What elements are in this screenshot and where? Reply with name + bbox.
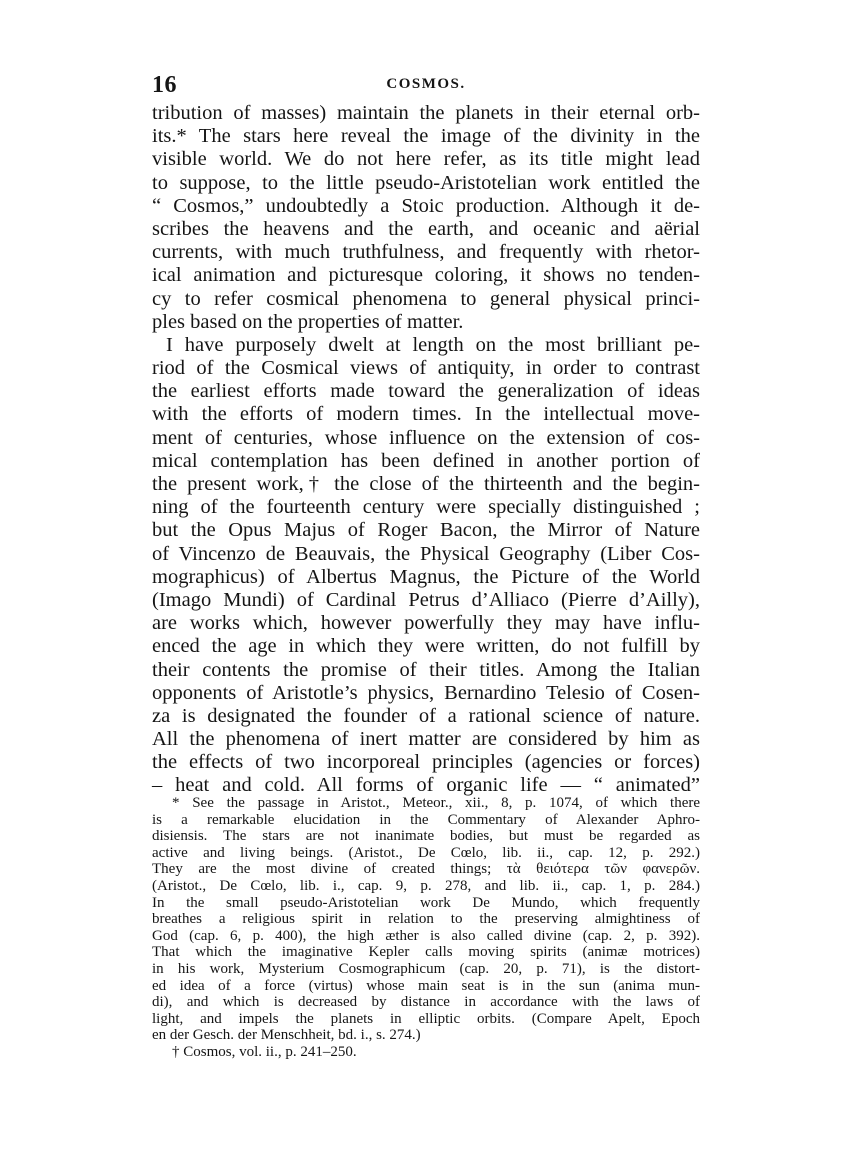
- text-line: ples based on the properties of matter.: [152, 310, 464, 333]
- text-line: (Imago Mundi) of Cardinal Petrus d’Alliaco (Pierre d’Ailly),: [152, 588, 700, 611]
- footnote-line: ed idea of a force (virtus) whose main seat is in the sun (anima mun-: [152, 977, 700, 994]
- footnote-line: active and living beings. (Aristot., De Cœlo, lib. ii., cap. 12, p. 292.): [152, 844, 700, 861]
- footnote-line: In the small pseudo-Aristotelian work De Mundo, which frequently: [152, 894, 700, 911]
- text-line: are works which, however powerfully they may have influ-: [152, 612, 700, 635]
- text-line: to suppose, to the little pseudo-Aristotelian work entitled the: [152, 171, 700, 194]
- page-number: 16: [152, 72, 177, 98]
- text-line: riod of the Cosmical views of antiquity, in order to contrast: [152, 357, 700, 380]
- footnote-line: They are the most divine of created things; τὰ θειότερα τῶν φανερῶν.: [152, 861, 700, 878]
- text-line: mographicus) of Albertus Magnus, the Picture of the World: [152, 565, 700, 588]
- text-line: tribution of masses) maintain the planets in their eternal orb-: [152, 102, 700, 124]
- footnote-line: light, and impels the planets in elliptic orbits. (Compare Apelt, Epoch: [152, 1010, 700, 1027]
- footnote-line: (Aristot., De Cœlo, lib. i., cap. 9, p. 278, and lib. ii., cap. 1, p. 284.): [152, 877, 700, 894]
- text-line: their contents the promise of their titles. Among the Italian: [152, 658, 700, 681]
- text-line: opponents of Aristotle’s physics, Bernardino Telesio of Cosen-: [152, 681, 700, 704]
- text-line: ment of centuries, whose influence on the extension of cos-: [152, 426, 700, 449]
- footnote-line: * See the passage in Aristot., Meteor., xii., 8, p. 1074, of which there: [172, 795, 700, 811]
- text-line: but the Opus Majus of Roger Bacon, the Mirror of Nature: [152, 519, 700, 542]
- footnote-line: God (cap. 6, p. 400), the high æther is also called divine (cap. 2, p. 392).: [152, 927, 700, 944]
- text-line: scribes the heavens and the earth, and oceanic and aërial: [152, 217, 700, 240]
- text-line: za is designated the founder of a rational science of nature.: [152, 704, 700, 727]
- text-line: mical contemplation has been defined in another portion of: [152, 449, 700, 472]
- footnote-line: en der Gesch. der Menschheit, bd. i., s. 274.): [152, 1027, 421, 1044]
- text-line: visible world. We do not here refer, as its title might lead: [152, 148, 700, 171]
- text-line: I have purposely dwelt at length on the most brilliant pe-: [166, 333, 700, 356]
- text-line: the present work,† the close of the thirteenth and the begin-: [152, 473, 700, 495]
- text-line: cy to refer cosmical phenomena to general physical princi-: [152, 287, 700, 310]
- footnotes: [152, 795, 700, 1061]
- footnote-line: That which the imaginative Kepler calls moving spirits (animæ motrices): [152, 944, 700, 961]
- footnote-line: is a remarkable elucidation in the Commentary of Alexander Aphro-: [152, 811, 700, 828]
- page-header: [152, 72, 700, 96]
- text-line: ning of the fourteenth century were specially distinguished ;: [152, 496, 700, 519]
- footnote-line: breathes a religious spirit in relation to the preserving almightiness of: [152, 911, 700, 928]
- text-line: enced the age in which they were written, do not fulfill by: [152, 635, 700, 658]
- footnote-line: in his work, Mysterium Cosmographicum (cap. 20, p. 71), is the distort-: [152, 960, 700, 977]
- footnote-line: disiensis. The stars are not inanimate bodies, but must be regarded as: [152, 828, 700, 845]
- text-line: All the phenomena of inert matter are considered by him as: [152, 728, 700, 751]
- footnote-line: † Cosmos, vol. ii., p. 241–250.: [172, 1043, 357, 1060]
- text-line: – heat and cold. All forms of organic life — “ animated”: [152, 774, 700, 797]
- footnote-line: di), and which is decreased by distance in accordance with the laws of: [152, 994, 700, 1011]
- text-line: currents, with much truthfulness, and frequently with rhetor-: [152, 241, 700, 264]
- text-line: with the efforts of modern times. In the intellectual move-: [152, 403, 700, 426]
- text-line: ical animation and picturesque coloring, it shows no tenden-: [152, 264, 700, 287]
- text-line: “ Cosmos,” undoubtedly a Stoic production. Although it de-: [152, 194, 700, 217]
- text-line: the earliest efforts made toward the generalization of ideas: [152, 380, 700, 403]
- running-title: COSMOS.: [386, 76, 466, 92]
- text-line: of Vincenzo de Beauvais, the Physical Geography (Liber Cos-: [152, 542, 700, 565]
- text-line: the effects of two incorporeal principles (agencies or forces): [152, 751, 700, 774]
- text-line: its.* The stars here reveal the image of the divinity in the: [152, 125, 700, 148]
- main-text: [152, 102, 700, 798]
